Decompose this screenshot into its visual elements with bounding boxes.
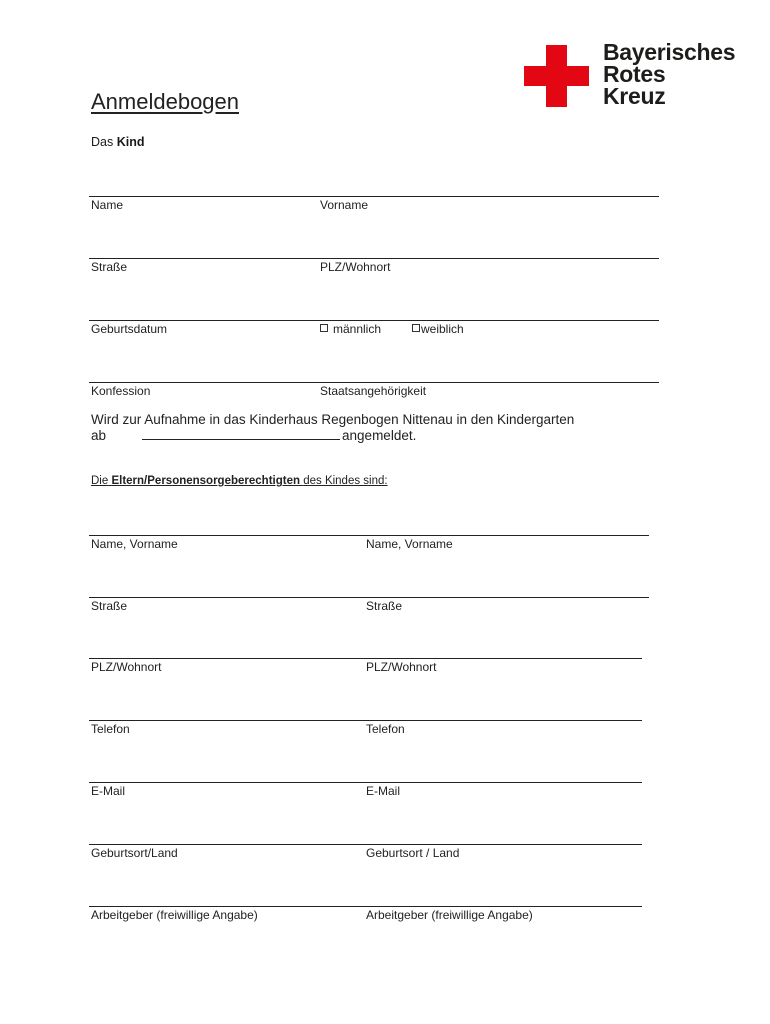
admission-ab-label: ab: [91, 428, 107, 443]
parents-heading-suffix: des Kindes sind:: [303, 475, 388, 487]
parent1-label: E-Mail: [91, 784, 126, 798]
parent1-label: Name, Vorname: [91, 537, 178, 551]
parent2-label: Arbeitgeber (freiwillige Angabe): [366, 908, 533, 922]
child-nationality-label: Staatsangehörigkeit: [320, 384, 427, 398]
admission-date-field[interactable]: [142, 428, 340, 440]
child-name-label: Name: [91, 198, 124, 212]
child-heading-bold: Kind: [116, 135, 145, 149]
brand-line-1: Bayerisches: [603, 39, 736, 65]
red-cross-logo-icon: [524, 45, 589, 107]
parent1-label: Telefon: [91, 722, 130, 736]
checkbox-icon: [320, 324, 328, 332]
parent1-label: Straße: [91, 599, 128, 613]
admission-angemeldet-label: angemeldet.: [342, 428, 417, 443]
child-street-label: Straße: [91, 260, 128, 274]
parents-heading-bold: Eltern/Personensorgeberechtigten: [111, 475, 300, 487]
parent2-label: Straße: [366, 599, 403, 613]
brand-wordmark: [603, 41, 735, 107]
child-vorname-label: Vorname: [320, 198, 369, 212]
religion-field-line[interactable]: [89, 382, 659, 383]
child-plz-label: PLZ/Wohnort: [320, 260, 391, 274]
brand-line-3: Kreuz: [603, 83, 666, 109]
parent2-label: E-Mail: [366, 784, 401, 798]
child-section-heading: [91, 135, 145, 149]
male-checkbox[interactable]: [320, 322, 381, 336]
address-field-line[interactable]: [89, 258, 659, 259]
female-label: weiblich: [421, 322, 464, 336]
birthdate-field-line[interactable]: [89, 320, 659, 321]
parent-field-line[interactable]: [89, 844, 642, 845]
child-religion-label: Konfession: [91, 384, 151, 398]
brand-line-2: Rotes: [603, 61, 666, 87]
parent-field-line[interactable]: [89, 782, 642, 783]
parent-field-line[interactable]: [89, 906, 642, 907]
page-title: Anmeldebogen: [91, 89, 240, 114]
female-checkbox[interactable]: [412, 322, 464, 336]
parent2-label: Geburtsort / Land: [366, 846, 460, 860]
parent2-label: PLZ/Wohnort: [366, 660, 437, 674]
parent-field-line[interactable]: [89, 535, 649, 536]
child-heading-prefix: Das: [91, 135, 114, 149]
child-birthdate-label: Geburtsdatum: [91, 322, 168, 336]
parent2-label: Name, Vorname: [366, 537, 453, 551]
name-field-line[interactable]: [89, 196, 659, 197]
parent2-label: Telefon: [366, 722, 405, 736]
admission-statement: [91, 412, 574, 444]
male-label: männlich: [333, 322, 382, 336]
parent-field-line[interactable]: [89, 720, 642, 721]
admission-line-1: Wird zur Aufnahme in das Kinderhaus Regenbogen Nittenau in den Kindergarten: [91, 412, 575, 427]
checkbox-icon: [412, 324, 420, 332]
parent-field-line[interactable]: [89, 658, 642, 659]
parents-heading-prefix: Die: [91, 475, 109, 487]
parent1-label: PLZ/Wohnort: [91, 660, 162, 674]
parent1-label: Geburtsort/Land: [91, 846, 178, 860]
parent-field-line[interactable]: [89, 597, 649, 598]
parents-section-heading: [91, 475, 388, 487]
parent1-label: Arbeitgeber (freiwillige Angabe): [91, 908, 258, 922]
